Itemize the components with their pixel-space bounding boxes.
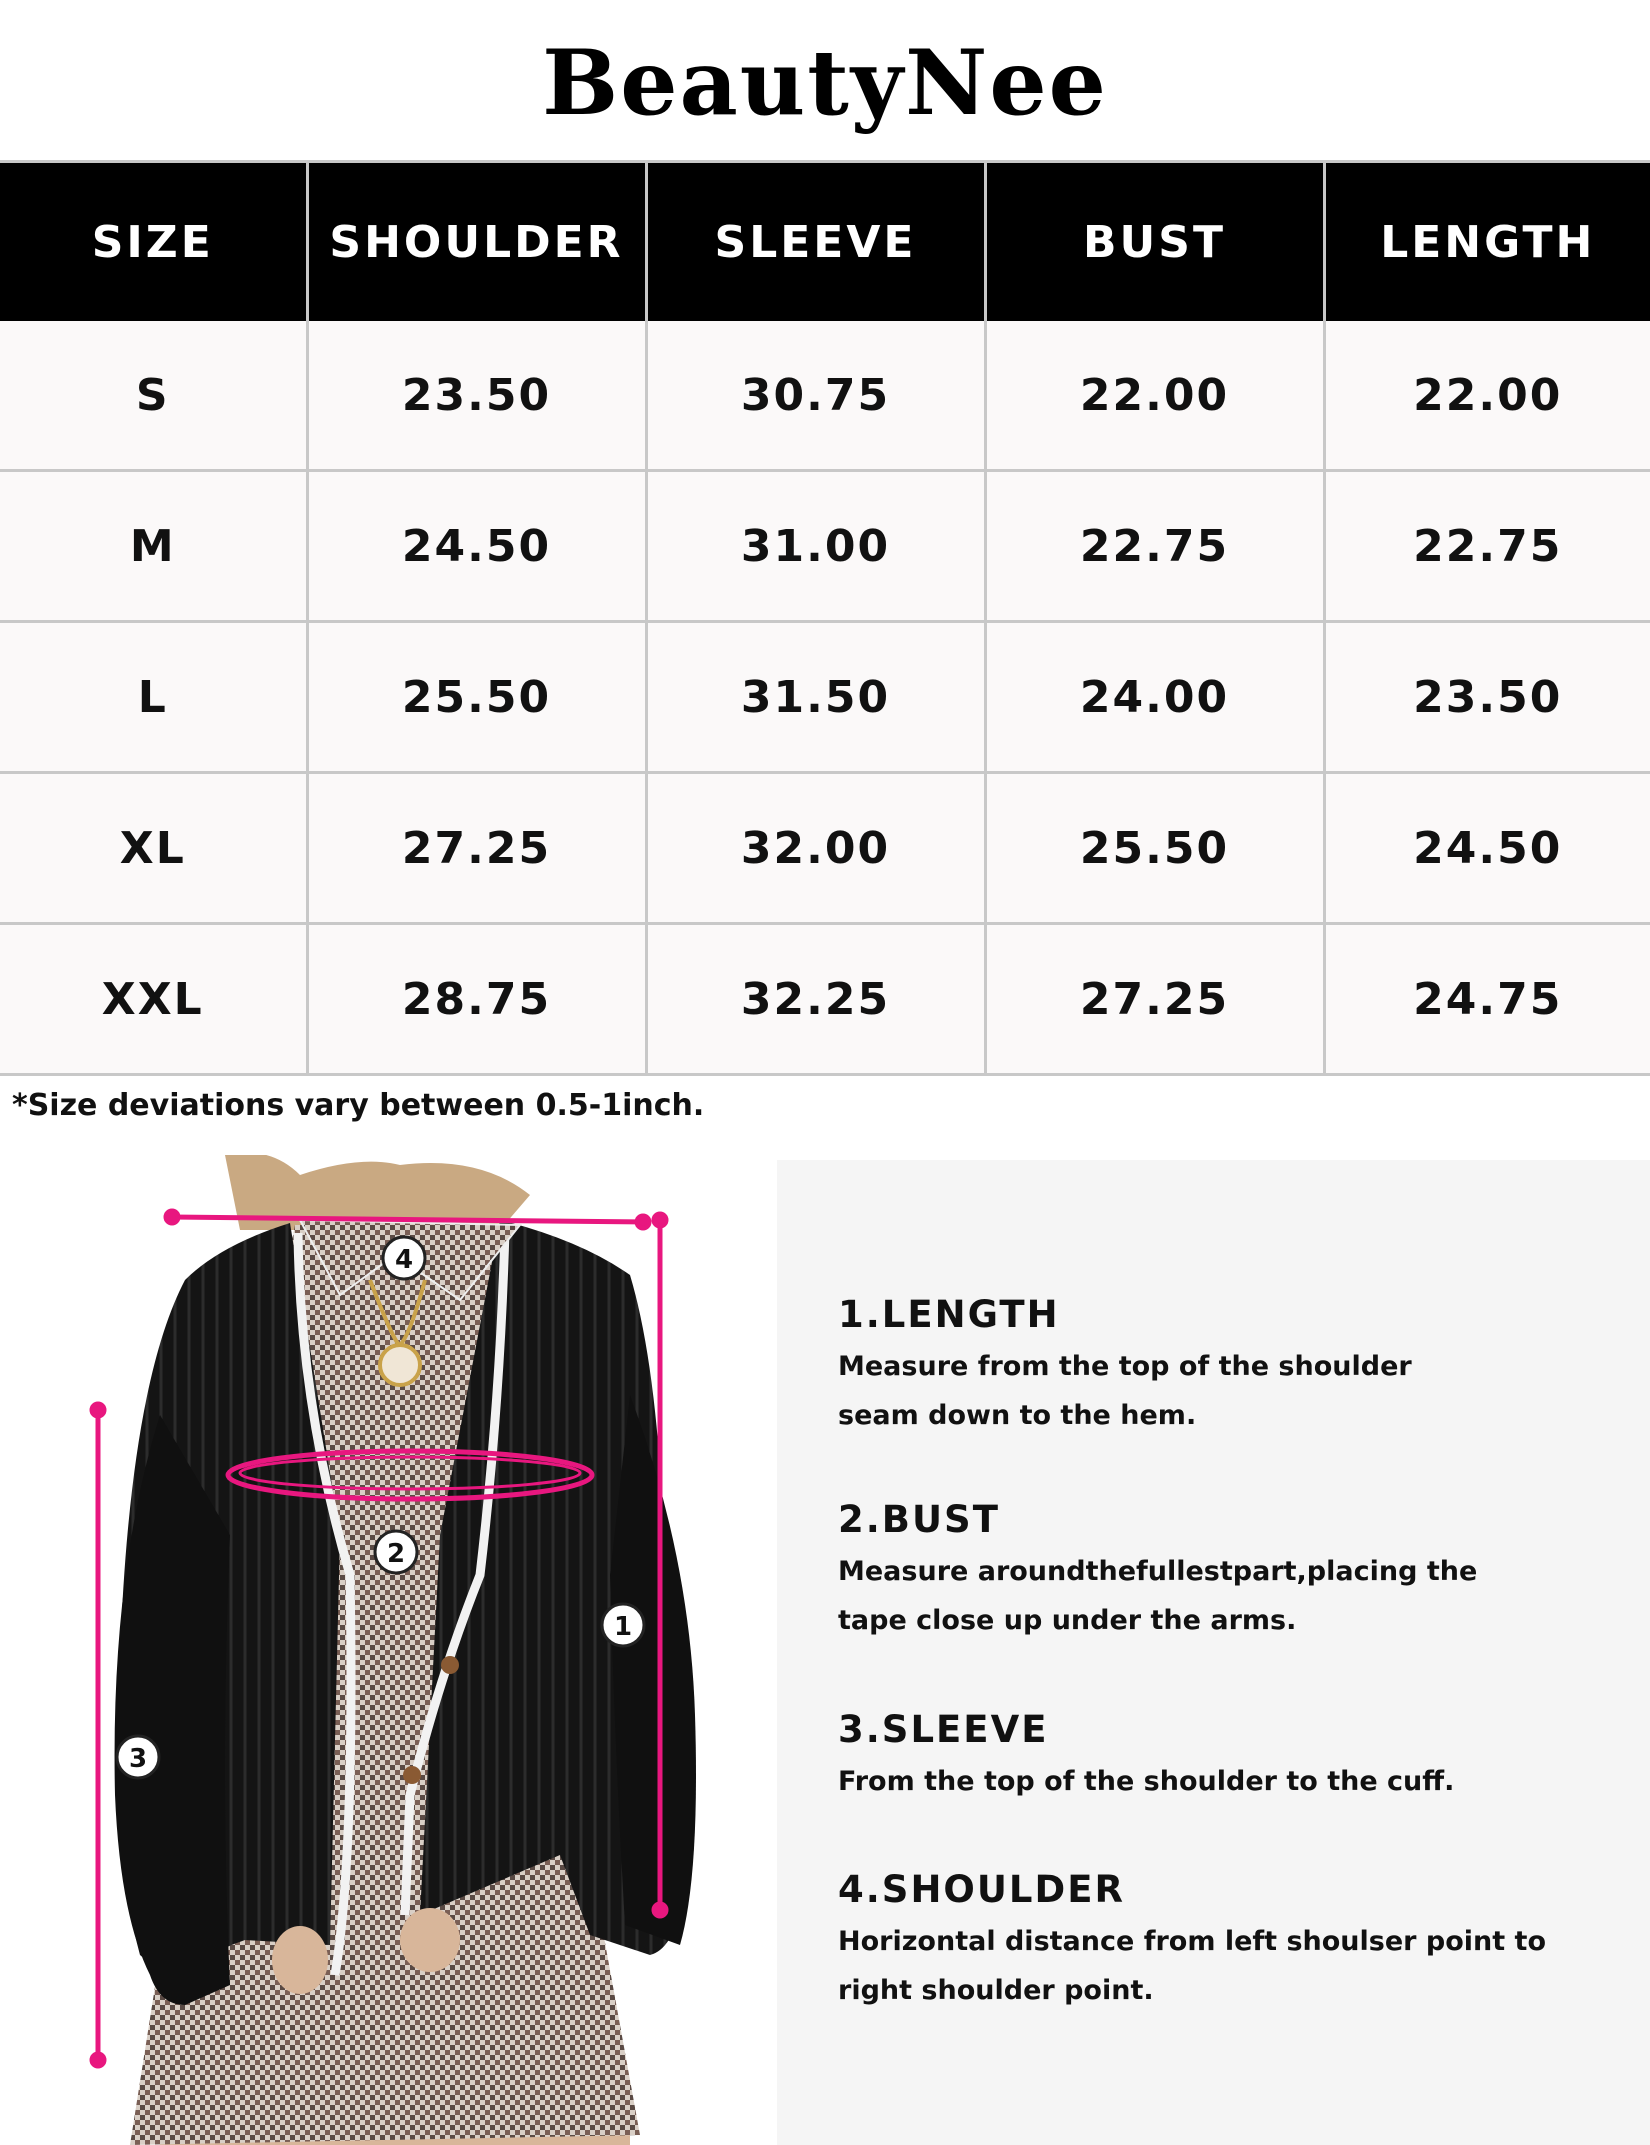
- marker-4: [383, 1237, 425, 1279]
- guide-description: Horizontal distance from left shoulser point to right shoulder point.: [838, 1926, 1546, 2006]
- shoulder-measure-end: [637, 1216, 649, 1228]
- guide-title: 2.BUST: [838, 1498, 1000, 1541]
- guide-item-bust: [838, 1498, 1618, 1645]
- marker-1-label: 1: [613, 1612, 633, 1642]
- necklace-pendant: [380, 1345, 420, 1385]
- cell-size: S: [0, 321, 307, 471]
- cell-shoulder: 25.50: [307, 622, 646, 773]
- length-measure-start: [654, 1214, 666, 1226]
- guide-description: Measure aroundthefullestpart,placing the tape close up under the arms.: [838, 1556, 1478, 1636]
- size-chart-table: [0, 160, 1650, 1076]
- cell-sleeve: 32.00: [646, 773, 985, 924]
- hand-shape: [400, 1908, 460, 1972]
- marker-4-label: 4: [394, 1245, 414, 1275]
- table-header-row: [0, 162, 1650, 322]
- guide-item-shoulder: [838, 1868, 1618, 2015]
- cell-sleeve: 31.00: [646, 471, 985, 622]
- cell-bust: 24.00: [985, 622, 1324, 773]
- cardigan-button: [403, 1766, 421, 1784]
- cell-bust: 22.75: [985, 471, 1324, 622]
- table-row: [0, 321, 1650, 471]
- hand-shape: [272, 1926, 328, 1994]
- marker-3: [117, 1736, 159, 1778]
- guide-description: From the top of the shoulder to the cuff.: [838, 1766, 1455, 1797]
- cell-length: 24.75: [1324, 924, 1650, 1075]
- cell-size: M: [0, 471, 307, 622]
- cell-size: XXL: [0, 924, 307, 1075]
- table-row: [0, 924, 1650, 1075]
- cell-shoulder: 27.25: [307, 773, 646, 924]
- header-sleeve: SLEEVE: [646, 162, 985, 322]
- header-shoulder: SHOULDER: [307, 162, 646, 322]
- cell-bust: 22.00: [985, 321, 1324, 471]
- sleeve-measure-start: [92, 1404, 104, 1416]
- cardigan-measurement-diagram: [0, 1155, 770, 2145]
- cardigan-button: [441, 1656, 459, 1674]
- guide-description: Measure from the top of the shoulder seam down to the hem.: [838, 1351, 1412, 1431]
- guide-title: 4.SHOULDER: [838, 1868, 1125, 1911]
- marker-1: [602, 1604, 644, 1646]
- cell-sleeve: 30.75: [646, 321, 985, 471]
- cell-bust: 25.50: [985, 773, 1324, 924]
- cell-bust: 27.25: [985, 924, 1324, 1075]
- cell-length: 24.50: [1324, 773, 1650, 924]
- cell-shoulder: 28.75: [307, 924, 646, 1075]
- cell-length: 22.00: [1324, 321, 1650, 471]
- sleeve-measure-end: [92, 2054, 104, 2066]
- header-size: SIZE: [0, 162, 307, 322]
- header-length: LENGTH: [1324, 162, 1650, 322]
- marker-2: [375, 1531, 417, 1573]
- table-row: [0, 773, 1650, 924]
- cell-sleeve: 32.25: [646, 924, 985, 1075]
- guide-item-length: [838, 1293, 1618, 1440]
- marker-2-label: 2: [386, 1539, 406, 1569]
- brand-logo: BeautyNee: [542, 30, 1108, 136]
- table-row: [0, 622, 1650, 773]
- cell-shoulder: 24.50: [307, 471, 646, 622]
- marker-3-label: 3: [128, 1744, 148, 1774]
- length-measure-end: [654, 1904, 666, 1916]
- cell-shoulder: 23.50: [307, 321, 646, 471]
- guide-title: 1.LENGTH: [838, 1293, 1060, 1336]
- header-bust: BUST: [985, 162, 1324, 322]
- cell-sleeve: 31.50: [646, 622, 985, 773]
- measurement-guide-panel: [777, 1160, 1650, 2145]
- cell-length: 23.50: [1324, 622, 1650, 773]
- cell-size: L: [0, 622, 307, 773]
- right-sleeve: [610, 1395, 696, 1945]
- guide-item-sleeve: [838, 1708, 1618, 1806]
- cell-length: 22.75: [1324, 471, 1650, 622]
- size-deviation-note: *Size deviations vary between 0.5-1inch.: [12, 1088, 705, 1123]
- guide-title: 3.SLEEVE: [838, 1708, 1049, 1751]
- shoulder-measure-start: [166, 1211, 178, 1223]
- cell-size: XL: [0, 773, 307, 924]
- table-row: [0, 471, 1650, 622]
